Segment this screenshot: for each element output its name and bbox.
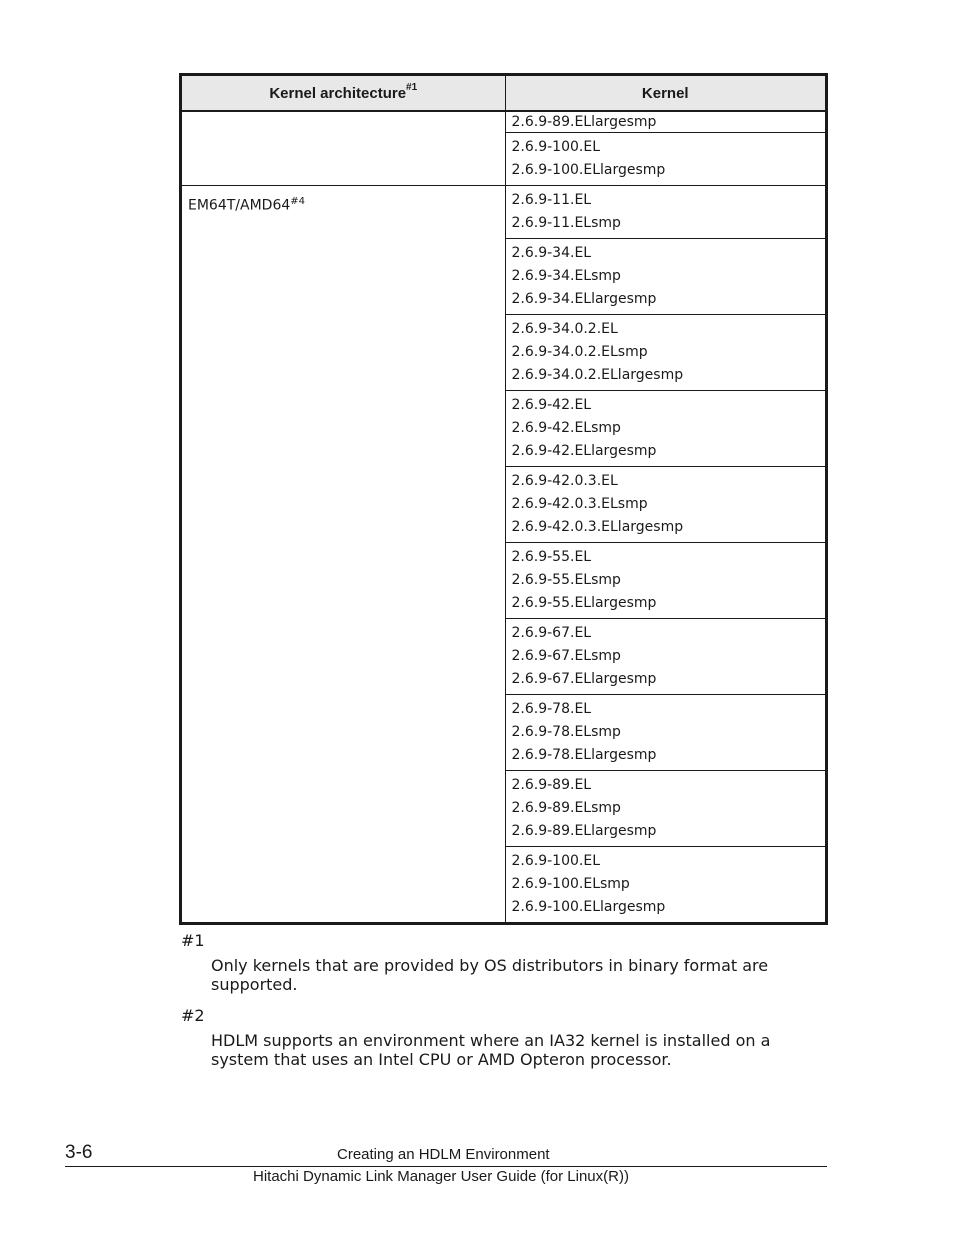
header-kernel-architecture bbox=[181, 75, 506, 112]
kernel-version: 2.6.9-34.ELsmp bbox=[511, 268, 621, 284]
arch-cell-continued bbox=[181, 111, 506, 186]
kernel-version: 2.6.9-100.ELlargesmp bbox=[511, 162, 666, 178]
kernel-version: 2.6.9-67.ELsmp bbox=[511, 648, 621, 664]
kernel-version: 2.6.9-34.EL bbox=[511, 245, 592, 261]
kernel-version: 2.6.9-100.ELsmp bbox=[511, 876, 630, 892]
footnotes bbox=[181, 931, 801, 1081]
kernel-group-cell bbox=[505, 467, 827, 543]
kernel-group-cell bbox=[505, 391, 827, 467]
kernel-version: 2.6.9-67.EL bbox=[511, 625, 592, 641]
header-kernel-architecture-label: Kernel architecture bbox=[269, 85, 407, 102]
kernel-version: 2.6.9-42.ELsmp bbox=[511, 420, 621, 436]
kernel-version: 2.6.9-55.EL bbox=[511, 549, 592, 565]
kernel-group-cell bbox=[505, 619, 827, 695]
kernel-group-cell bbox=[505, 186, 827, 239]
kernel-version: 2.6.9-55.ELsmp bbox=[511, 572, 621, 588]
kernel-version: 2.6.9-100.ELlargesmp bbox=[511, 899, 666, 915]
kernel-version: 2.6.9-100.EL bbox=[511, 139, 600, 155]
footnote-id: #2 bbox=[181, 1006, 205, 1025]
footnote-text: Only kernels that are provided by OS distributors in binary format are supported. bbox=[211, 956, 769, 994]
table-header-row bbox=[181, 75, 827, 112]
arch-label: EM64T/AMD64 bbox=[188, 197, 291, 214]
kernel-version: 2.6.9-34.0.2.ELlargesmp bbox=[511, 367, 684, 383]
kernel-version: 2.6.9-34.0.2.ELsmp bbox=[511, 344, 648, 360]
kernel-group-cell bbox=[505, 847, 827, 924]
kernel-version: 2.6.9-78.ELlargesmp bbox=[511, 747, 657, 763]
book-title: Hitachi Dynamic Link Manager User Guide (for Linux(R)) bbox=[253, 1168, 629, 1185]
kernel-version: 2.6.9-42.0.3.ELsmp bbox=[511, 496, 648, 512]
kernel-version: 2.6.9-89.EL bbox=[511, 777, 592, 793]
kernel-group-cell bbox=[505, 111, 827, 133]
kernel-version: 2.6.9-89.ELsmp bbox=[511, 800, 621, 816]
footer-divider bbox=[65, 1166, 827, 1167]
kernel-version: 2.6.9-67.ELlargesmp bbox=[511, 671, 657, 687]
kernel-group-cell bbox=[505, 239, 827, 315]
arch-footnote-ref: #4 bbox=[290, 196, 306, 207]
kernel-version: 2.6.9-89.ELlargesmp bbox=[511, 823, 657, 839]
footnote-id: #1 bbox=[181, 931, 205, 950]
kernel-version: 2.6.9-78.EL bbox=[511, 701, 592, 717]
kernel-version: 2.6.9-11.ELsmp bbox=[511, 215, 621, 231]
kernel-version: 2.6.9-100.EL bbox=[511, 853, 600, 869]
table-row bbox=[181, 111, 827, 133]
kernel-version: 2.6.9-55.ELlargesmp bbox=[511, 595, 657, 611]
arch-cell-em64t bbox=[181, 186, 506, 924]
kernel-version: 2.6.9-89.ELlargesmp bbox=[511, 114, 657, 130]
kernel-group-cell bbox=[505, 543, 827, 619]
kernel-table bbox=[179, 73, 828, 925]
kernel-group-cell bbox=[505, 695, 827, 771]
kernel-version: 2.6.9-42.0.3.ELlargesmp bbox=[511, 519, 684, 535]
kernel-version: 2.6.9-42.0.3.EL bbox=[511, 473, 618, 489]
page-number: 3-6 bbox=[65, 1142, 93, 1163]
table-row bbox=[181, 186, 827, 239]
kernel-version: 2.6.9-34.0.2.EL bbox=[511, 321, 618, 337]
header-footnote-ref: #1 bbox=[406, 82, 418, 93]
kernel-version: 2.6.9-42.ELlargesmp bbox=[511, 443, 657, 459]
kernel-group-cell bbox=[505, 771, 827, 847]
chapter-title: Creating an HDLM Environment bbox=[337, 1146, 550, 1163]
kernel-version: 2.6.9-11.EL bbox=[511, 192, 592, 208]
header-kernel: Kernel bbox=[505, 75, 827, 112]
kernel-group-cell bbox=[505, 133, 827, 186]
kernel-version: 2.6.9-34.ELlargesmp bbox=[511, 291, 657, 307]
footnote-text: HDLM supports an environment where an IA32 kernel is installed on a system that uses an Intel CPU or AMD Opteron processor. bbox=[211, 1031, 771, 1069]
kernel-version: 2.6.9-42.EL bbox=[511, 397, 592, 413]
kernel-group-cell bbox=[505, 315, 827, 391]
kernel-version: 2.6.9-78.ELsmp bbox=[511, 724, 621, 740]
